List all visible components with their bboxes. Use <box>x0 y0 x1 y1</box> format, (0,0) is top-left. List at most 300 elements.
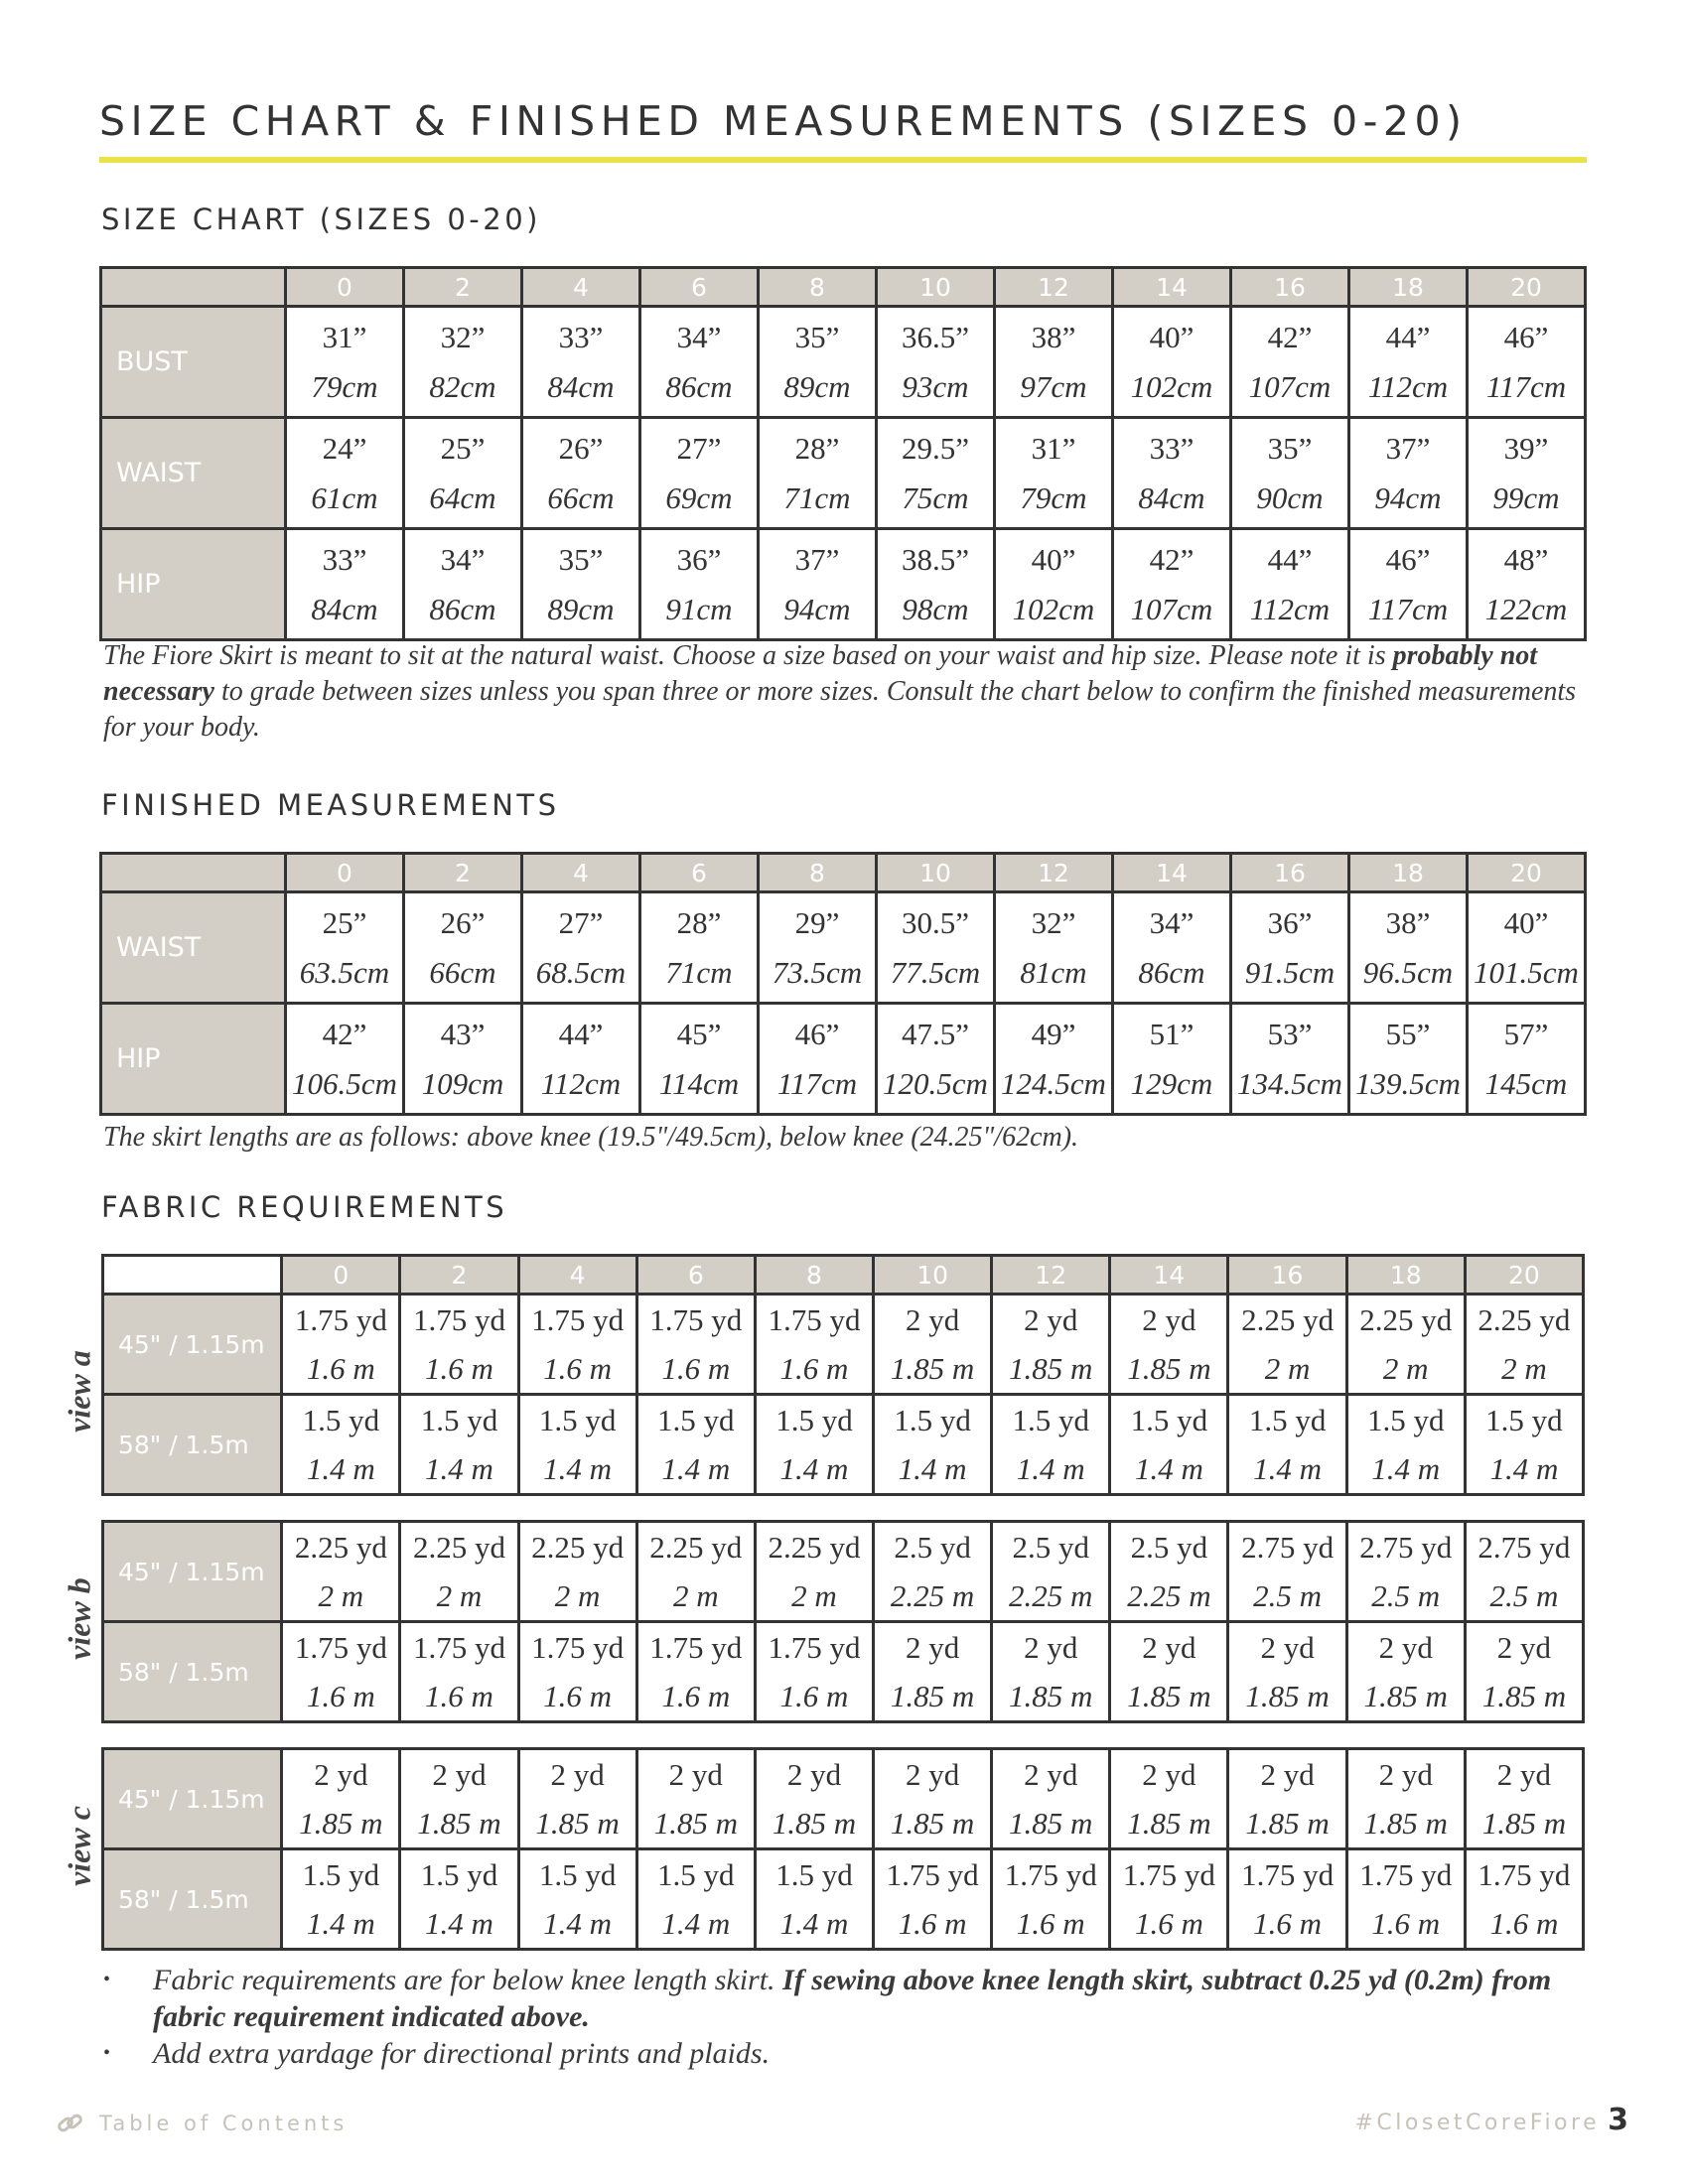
yard-value: 2.5 yd <box>894 1530 971 1565</box>
meter-value: 1.85 m <box>1127 1806 1211 1841</box>
inch-value: 43” <box>440 1016 486 1051</box>
inch-value: 38.5” <box>901 541 969 577</box>
yard-value: 2 yd <box>1024 1757 1078 1792</box>
inch-value: 34” <box>440 541 486 577</box>
yard-value: 2.25 yd <box>412 1530 505 1565</box>
yardage-cell <box>992 1622 1110 1722</box>
measurement-cell <box>1113 1004 1231 1115</box>
fabric-width-label: 45" / 1.15m <box>103 1295 282 1395</box>
yard-value: 2 yd <box>905 1757 960 1792</box>
yardage-cell <box>636 1395 755 1495</box>
measurement-cell <box>404 307 522 418</box>
yard-value: 2.5 yd <box>1012 1530 1089 1565</box>
yard-value: 2 yd <box>1142 1302 1196 1337</box>
yard-value: 1.5 yd <box>420 1403 498 1437</box>
cm-value: 63.5cm <box>299 954 390 990</box>
cm-value: 84cm <box>1138 479 1205 515</box>
cm-value: 91cm <box>665 591 733 626</box>
yard-value: 1.5 yd <box>302 1857 380 1892</box>
measurement-cell <box>1113 529 1231 640</box>
cm-value: 102cm <box>1130 368 1213 404</box>
meter-value: 1.4 m <box>1134 1451 1203 1486</box>
meter-value: 1.6 m <box>779 1679 849 1713</box>
yard-value: 2 yd <box>905 1630 960 1665</box>
measurement-cell <box>1468 529 1586 640</box>
yard-value: 2 yd <box>786 1757 842 1792</box>
cm-value: 117cm <box>1485 368 1567 404</box>
table-of-contents-link[interactable] <box>56 2109 348 2138</box>
cm-value: 66cm <box>429 954 496 990</box>
meter-value: 1.85 m <box>1363 1679 1448 1713</box>
measurement-cell <box>877 892 995 1004</box>
inch-value: 42” <box>322 1016 367 1051</box>
yard-value: 2.25 yd <box>1477 1302 1571 1337</box>
size-chart-table <box>99 266 1587 641</box>
corner-cell <box>101 854 286 892</box>
yard-value: 1.5 yd <box>420 1857 498 1892</box>
measurement-cell <box>1349 892 1468 1004</box>
size-header: 4 <box>522 268 640 307</box>
measurement-cell <box>995 307 1113 418</box>
page-title: SIZE CHART & FINISHED MEASUREMENTS (SIZES 0-20) <box>99 97 1468 145</box>
meter-value: 1.4 m <box>779 1906 849 1941</box>
meter-value: 1.6 m <box>661 1679 731 1713</box>
yardage-cell <box>874 1295 992 1395</box>
size-header: 2 <box>404 854 522 892</box>
inch-value: 26” <box>558 430 604 466</box>
inch-value: 38” <box>1031 319 1076 354</box>
finished-measurements-table <box>99 852 1587 1116</box>
meter-value: 1.4 m <box>543 1451 613 1486</box>
measurement-cell <box>1113 892 1231 1004</box>
measurement-cell <box>522 307 640 418</box>
measurement-cell <box>1349 529 1468 640</box>
meter-value: 1.85 m <box>1481 1679 1567 1713</box>
inch-value: 51” <box>1149 1016 1195 1051</box>
size-header: 16 <box>1231 268 1349 307</box>
size-header: 8 <box>759 854 877 892</box>
fabric-width-label: 45" / 1.15m <box>103 1749 282 1849</box>
yard-value: 2 yd <box>1142 1630 1196 1665</box>
yard-value: 2.25 yd <box>294 1530 387 1565</box>
inch-value: 40” <box>1031 541 1076 577</box>
yardage-cell <box>1110 1849 1228 1950</box>
yardage-cell <box>400 1295 518 1395</box>
fabric-width-label: 45" / 1.15m <box>103 1522 282 1622</box>
yard-value: 2 yd <box>1142 1757 1196 1792</box>
size-header: 14 <box>1113 268 1231 307</box>
meter-value: 1.85 m <box>1245 1806 1330 1841</box>
yard-value: 1.75 yd <box>649 1302 743 1337</box>
yard-value: 1.5 yd <box>775 1403 853 1437</box>
yard-value: 1.75 yd <box>531 1630 625 1665</box>
measurement-cell <box>404 1004 522 1115</box>
meter-value: 1.6 m <box>306 1351 375 1386</box>
cm-value: 139.5cm <box>1355 1065 1461 1101</box>
meter-value: 1.6 m <box>1134 1906 1203 1941</box>
cm-value: 90cm <box>1256 479 1324 515</box>
measurement-cell <box>1231 529 1349 640</box>
yardage-cell <box>874 1522 992 1622</box>
row-label: HIP <box>101 529 286 640</box>
yardage-cell <box>282 1749 400 1849</box>
view-label: view c <box>61 1806 97 1886</box>
yard-value: 2.75 yd <box>1477 1530 1571 1565</box>
cm-value: 114cm <box>658 1065 740 1101</box>
inch-value: 34” <box>676 319 722 354</box>
fabric-requirements-table <box>101 1254 1585 1951</box>
measurement-cell <box>1349 1004 1468 1115</box>
row-label: WAIST <box>101 892 286 1004</box>
yardage-cell <box>518 1295 636 1395</box>
yard-value: 2 yd <box>432 1757 487 1792</box>
meter-value: 1.85 m <box>890 1351 975 1386</box>
yard-value: 1.75 yd <box>768 1630 861 1665</box>
yardage-cell <box>755 1622 873 1722</box>
inch-value: 30.5” <box>901 904 969 940</box>
inch-value: 25” <box>440 430 486 466</box>
meter-value: 1.85 m <box>890 1679 975 1713</box>
view-spacer-row <box>103 1722 1584 1749</box>
yardage-cell <box>1346 1295 1465 1395</box>
measurement-cell <box>286 418 404 529</box>
size-header: 8 <box>759 268 877 307</box>
inch-value: 31” <box>1031 430 1076 466</box>
view-spacer <box>103 1495 1584 1522</box>
measurement-cell <box>640 1004 759 1115</box>
inch-value: 29.5” <box>901 430 969 466</box>
cm-value: 134.5cm <box>1237 1065 1342 1101</box>
fabric-notes <box>103 1962 1593 2072</box>
yardage-cell <box>1110 1622 1228 1722</box>
yardage-cell <box>755 1295 873 1395</box>
cm-value: 66cm <box>547 479 615 515</box>
yardage-cell <box>755 1522 873 1622</box>
cm-value: 81cm <box>1020 954 1087 990</box>
cm-value: 79cm <box>311 368 378 404</box>
meter-value: 1.6 m <box>1489 1906 1559 1941</box>
meter-value: 1.85 m <box>1009 1679 1093 1713</box>
cm-value: 69cm <box>665 479 733 515</box>
meter-value: 1.4 m <box>1253 1451 1322 1486</box>
meter-value: 1.6 m <box>425 1679 493 1713</box>
measurement-cell <box>877 529 995 640</box>
measurement-cell <box>1231 892 1349 1004</box>
measurement-cell <box>995 892 1113 1004</box>
meter-value: 1.6 m <box>306 1679 375 1713</box>
meter-value: 1.4 m <box>1371 1451 1441 1486</box>
measurement-cell <box>640 529 759 640</box>
yardage-cell <box>518 1749 636 1849</box>
cm-value: 107cm <box>1248 368 1332 404</box>
inch-value: 46” <box>1385 541 1431 577</box>
size-header: 2 <box>400 1256 518 1295</box>
yardage-cell <box>1228 1295 1346 1395</box>
inch-value: 35” <box>1267 430 1313 466</box>
measurement-cell <box>1231 418 1349 529</box>
cm-value: 117cm <box>776 1065 858 1101</box>
yardage-cell <box>282 1622 400 1722</box>
yard-value: 2 yd <box>668 1757 723 1792</box>
row-label: WAIST <box>101 418 286 529</box>
yard-value: 1.75 yd <box>768 1302 861 1337</box>
yard-value: 2 yd <box>550 1757 605 1792</box>
measurement-cell <box>286 529 404 640</box>
yardage-cell <box>1465 1395 1583 1495</box>
header-row <box>101 268 1586 307</box>
yardage-cell <box>874 1849 992 1950</box>
yard-value: 2 yd <box>1378 1630 1433 1665</box>
size-header: 16 <box>1228 1256 1346 1295</box>
measurement-cell <box>995 418 1113 529</box>
yard-value: 2 yd <box>1378 1757 1433 1792</box>
finished-heading: FINISHED MEASUREMENTS <box>101 788 560 822</box>
size-header: 20 <box>1468 854 1586 892</box>
meter-value: 1.6 m <box>1371 1906 1441 1941</box>
yardage-cell <box>1346 1849 1465 1950</box>
cm-value: 109cm <box>421 1065 504 1101</box>
inch-value: 32” <box>1031 904 1076 940</box>
yard-value: 1.5 yd <box>302 1403 380 1437</box>
size-header: 4 <box>518 1256 636 1295</box>
yardage-cell <box>874 1622 992 1722</box>
cm-value: 86cm <box>1138 954 1205 990</box>
row-label: BUST <box>101 307 286 418</box>
size-header: 14 <box>1113 854 1231 892</box>
cm-value: 77.5cm <box>890 954 981 990</box>
measurement-cell <box>404 892 522 1004</box>
cm-value: 86cm <box>665 368 733 404</box>
cm-value: 97cm <box>1020 368 1087 404</box>
meter-value: 2.5 m <box>1489 1578 1559 1613</box>
meter-value: 1.6 m <box>779 1351 849 1386</box>
cm-value: 102cm <box>1012 591 1095 626</box>
measurement-cell <box>877 1004 995 1115</box>
meter-value: 2 m <box>554 1578 601 1613</box>
inch-value: 26” <box>440 904 486 940</box>
corner-cell <box>103 1256 282 1295</box>
inch-value: 35” <box>558 541 604 577</box>
size-header: 4 <box>522 854 640 892</box>
measurement-cell <box>522 529 640 640</box>
fabric-width-label: 58" / 1.5m <box>103 1395 282 1495</box>
yardage-cell <box>1228 1849 1346 1950</box>
size-chart-heading: SIZE CHART (SIZES 0-20) <box>101 203 541 236</box>
cm-value: 82cm <box>429 368 496 404</box>
yardage-cell <box>755 1849 873 1950</box>
fabric-heading: FABRIC REQUIREMENTS <box>101 1190 508 1224</box>
cm-value: 64cm <box>429 479 496 515</box>
size-header: 10 <box>874 1256 992 1295</box>
yardage-cell <box>1465 1749 1583 1849</box>
row-label: HIP <box>101 1004 286 1115</box>
yard-value: 1.5 yd <box>538 1857 617 1892</box>
meter-value: 1.6 m <box>898 1906 967 1941</box>
yard-value: 1.5 yd <box>657 1857 735 1892</box>
cm-value: 96.5cm <box>1362 954 1454 990</box>
cm-value: 71cm <box>783 479 851 515</box>
measurement-cell <box>1349 418 1468 529</box>
inch-value: 25” <box>322 904 367 940</box>
yardage-cell <box>1465 1295 1583 1395</box>
measurement-cell <box>522 418 640 529</box>
inch-value: 36” <box>676 541 722 577</box>
cm-value: 75cm <box>902 479 969 515</box>
size-header: 6 <box>636 1256 755 1295</box>
yard-value: 1.75 yd <box>886 1857 979 1892</box>
fabric-note <box>103 1962 1593 2035</box>
yard-value: 1.5 yd <box>1248 1403 1327 1437</box>
yardage-cell <box>400 1749 518 1849</box>
yardage-cell <box>636 1522 755 1622</box>
yardage-cell <box>636 1622 755 1722</box>
table-row <box>103 1395 1584 1495</box>
meter-value: 1.85 m <box>1009 1351 1093 1386</box>
yard-value: 1.5 yd <box>1130 1403 1208 1437</box>
fabric-width-label: 58" / 1.5m <box>103 1622 282 1722</box>
footer-hashtag <box>1354 2103 1628 2137</box>
yardage-cell <box>400 1622 518 1722</box>
cm-value: 84cm <box>311 591 378 626</box>
yardage-cell <box>636 1849 755 1950</box>
table-row <box>103 1749 1584 1849</box>
yard-value: 1.75 yd <box>412 1302 505 1337</box>
meter-value: 1.85 m <box>417 1806 501 1841</box>
inch-value: 57” <box>1503 1016 1549 1051</box>
yardage-cell <box>755 1395 873 1495</box>
yard-value: 1.5 yd <box>1012 1403 1089 1437</box>
measurement-cell <box>640 418 759 529</box>
yardage-cell <box>1346 1622 1465 1722</box>
table-row <box>101 529 1586 640</box>
yard-value: 2.5 yd <box>1130 1530 1208 1565</box>
yardage-cell <box>992 1295 1110 1395</box>
size-header: 0 <box>286 268 404 307</box>
cm-value: 84cm <box>547 368 615 404</box>
measurement-cell <box>995 529 1113 640</box>
inch-value: 24” <box>322 430 367 466</box>
cm-value: 117cm <box>1367 591 1449 626</box>
inch-value: 35” <box>794 319 840 354</box>
measurement-cell <box>1468 418 1586 529</box>
yard-value: 2.25 yd <box>1241 1302 1335 1337</box>
meter-value: 1.6 m <box>425 1351 493 1386</box>
meter-value: 1.85 m <box>1127 1679 1211 1713</box>
yardage-cell <box>1110 1395 1228 1495</box>
meter-value: 2.25 m <box>1009 1578 1093 1613</box>
fabric-note-bold: If sewing above knee length skirt, subtract 0.25 yd (0.2m) from fabric requirement indicated above. <box>153 1964 1552 2033</box>
fabric-note <box>103 2035 1593 2072</box>
fabric-note-text: Add extra yardage for directional prints and plaids. <box>153 2037 771 2070</box>
meter-value: 1.6 m <box>661 1351 731 1386</box>
yard-value: 2.25 yd <box>531 1530 625 1565</box>
inch-value: 31” <box>322 319 367 354</box>
meter-value: 1.6 m <box>543 1351 613 1386</box>
cm-value: 68.5cm <box>535 954 627 990</box>
meter-value: 1.85 m <box>890 1806 975 1841</box>
yardage-cell <box>1228 1622 1346 1722</box>
yardage-cell <box>1346 1522 1465 1622</box>
measurement-cell <box>995 1004 1113 1115</box>
yard-value: 1.75 yd <box>1004 1857 1097 1892</box>
inch-value: 27” <box>676 430 722 466</box>
yard-value: 1.75 yd <box>1477 1857 1571 1892</box>
meter-value: 1.6 m <box>1016 1906 1085 1941</box>
meter-value: 1.85 m <box>653 1806 738 1841</box>
yardage-cell <box>1110 1522 1228 1622</box>
fabric-width-label: 58" / 1.5m <box>103 1849 282 1950</box>
size-header: 10 <box>877 268 995 307</box>
table-row <box>101 418 1586 529</box>
inch-value: 42” <box>1149 541 1195 577</box>
measurement-cell <box>877 418 995 529</box>
yard-value: 1.75 yd <box>649 1630 743 1665</box>
meter-value: 2 m <box>672 1578 719 1613</box>
measurement-cell <box>877 307 995 418</box>
cm-value: 122cm <box>1484 591 1568 626</box>
yardage-cell <box>992 1522 1110 1622</box>
measurement-cell <box>286 892 404 1004</box>
yard-value: 1.75 yd <box>294 1302 387 1337</box>
inch-value: 28” <box>676 904 722 940</box>
inch-value: 46” <box>794 1016 840 1051</box>
measurement-cell <box>1113 418 1231 529</box>
size-header: 12 <box>995 268 1113 307</box>
meter-value: 2.5 m <box>1253 1578 1322 1613</box>
cm-value: 107cm <box>1130 591 1213 626</box>
size-header: 20 <box>1465 1256 1583 1295</box>
measurement-cell <box>1468 1004 1586 1115</box>
yard-value: 1.75 yd <box>412 1630 505 1665</box>
yard-value: 1.5 yd <box>775 1857 853 1892</box>
yard-value: 1.5 yd <box>538 1403 617 1437</box>
inch-value: 37” <box>1385 430 1431 466</box>
yardage-cell <box>992 1395 1110 1495</box>
measurement-cell <box>759 418 877 529</box>
inch-value: 33” <box>322 541 367 577</box>
table-row <box>103 1849 1584 1950</box>
cm-value: 94cm <box>1374 479 1442 515</box>
yardage-cell <box>1465 1849 1583 1950</box>
cm-value: 112cm <box>540 1065 622 1101</box>
yardage-cell <box>400 1522 518 1622</box>
yard-value: 1.5 yd <box>894 1403 971 1437</box>
table-row <box>101 307 1586 418</box>
yard-value: 2.25 yd <box>768 1530 861 1565</box>
size-chart-note-text-2: to grade between sizes unless you span three or more sizes. Consult the chart below to confirm the finished measurements for your body. <box>103 676 1577 743</box>
yard-value: 2.25 yd <box>649 1530 743 1565</box>
yardage-cell <box>518 1622 636 1722</box>
size-chart-note-bold: probably not necessary <box>103 640 1538 707</box>
inch-value: 46” <box>1503 319 1549 354</box>
size-header: 8 <box>755 1256 873 1295</box>
meter-value: 1.85 m <box>1127 1351 1211 1386</box>
yardage-cell <box>282 1295 400 1395</box>
measurement-cell <box>1231 307 1349 418</box>
size-header: 18 <box>1349 854 1468 892</box>
size-header: 12 <box>992 1256 1110 1295</box>
meter-value: 2.5 m <box>1371 1578 1441 1613</box>
meter-value: 2.25 m <box>890 1578 975 1613</box>
size-chart-note-text: The Fiore Skirt is meant to sit at the natural waist. Choose a size based on your waist and hip size. Please note it is <box>103 640 1393 671</box>
meter-value: 1.4 m <box>306 1906 375 1941</box>
inch-value: 49” <box>1031 1016 1076 1051</box>
inch-value: 40” <box>1149 319 1195 354</box>
cm-value: 98cm <box>902 591 969 626</box>
cm-value: 93cm <box>902 368 969 404</box>
cm-value: 79cm <box>1020 479 1087 515</box>
inch-value: 39” <box>1503 430 1549 466</box>
